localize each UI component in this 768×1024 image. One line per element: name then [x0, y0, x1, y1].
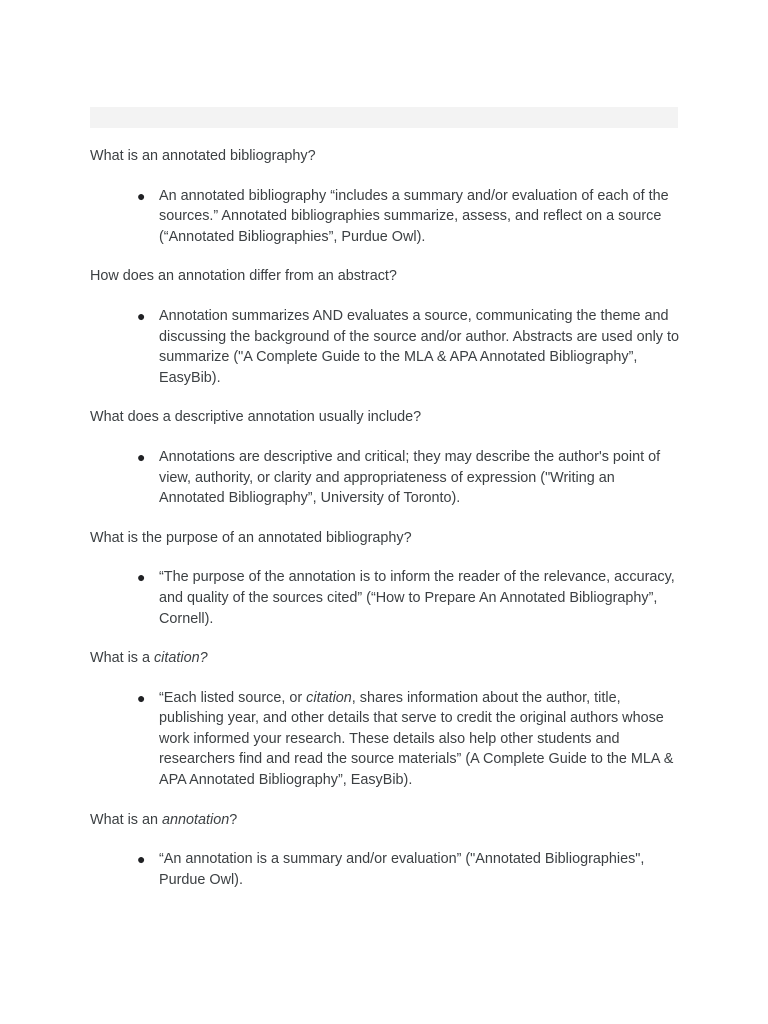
- bullet-item: [90, 567, 680, 629]
- question-emphasis: citation?: [153, 650, 208, 667]
- question-heading: How does an annotation differ from an abstract?: [90, 268, 397, 285]
- bullet-item: [90, 688, 680, 791]
- question-heading: What is the purpose of an annotated bibliography?: [90, 529, 412, 546]
- answer-prefix: “Each listed source, or: [159, 689, 307, 706]
- answer-emphasis: citation: [306, 689, 352, 706]
- question-prefix: What is an: [90, 811, 162, 828]
- bullet-item: [90, 447, 680, 509]
- question-heading: What does a descriptive annotation usually include?: [90, 409, 422, 426]
- answer-suffix: , shares information about the author, title, publishing year, and other details that serve to credit the original authors whose work informed your research. These details also help other students and researchers find and read the source materials” (A Complete Guide to the MLA & APA Annotated Bibliography”, EasyBib).: [159, 689, 674, 789]
- bullet-icon: ●: [137, 307, 146, 324]
- answer-text: “The purpose of the annotation is to inform the reader of the relevance, accuracy, and quality of the sources cited” (“How to Prepare An Annotated Bibliography”, Cornell).: [159, 569, 675, 627]
- bullet-icon: ●: [137, 851, 146, 868]
- question-suffix: ?: [229, 811, 238, 828]
- question-heading: [90, 810, 680, 831]
- question-heading: What is an annotated bibliography?: [90, 148, 316, 164]
- answer-text: Annotation summarizes AND evaluates a source, communicating the theme and discussing the background of the source and/or author. Abstracts are used only to summarize ("A Complete Guide to the MLA & APA Annotated Bibliography”, EasyBib).: [159, 307, 679, 386]
- bullet-item: [90, 306, 680, 388]
- bullet-icon: ●: [137, 448, 146, 465]
- document-body: [90, 146, 680, 909]
- bullet-item: [90, 186, 680, 248]
- answer-text: An annotated bibliography “includes a summary and/or evaluation of each of the sources.” Annotated bibliographies summarize, assess, and reflect on a source (“Annotated Bibliographies”, Purdue Owl).: [159, 187, 669, 245]
- answer-text: Annotations are descriptive and critical; they may describe the author's point of view, authority, or clarity and appropriateness of expression ("Writing an Annotated Bibliography”, University of Toronto).: [159, 448, 661, 507]
- bullet-icon: ●: [137, 569, 146, 586]
- answer-text: [159, 688, 680, 791]
- question-heading: [90, 648, 680, 669]
- answer-text: “An annotation is a summary and/or evaluation” ("Annotated Bibliographies", Purdue Owl).: [159, 851, 645, 888]
- bullet-item: [90, 849, 680, 890]
- question-prefix: What is a: [90, 650, 154, 667]
- header-bar: [90, 107, 678, 128]
- bullet-icon: ●: [137, 187, 146, 204]
- bullet-icon: ●: [137, 689, 146, 706]
- question-emphasis: annotation: [161, 811, 230, 828]
